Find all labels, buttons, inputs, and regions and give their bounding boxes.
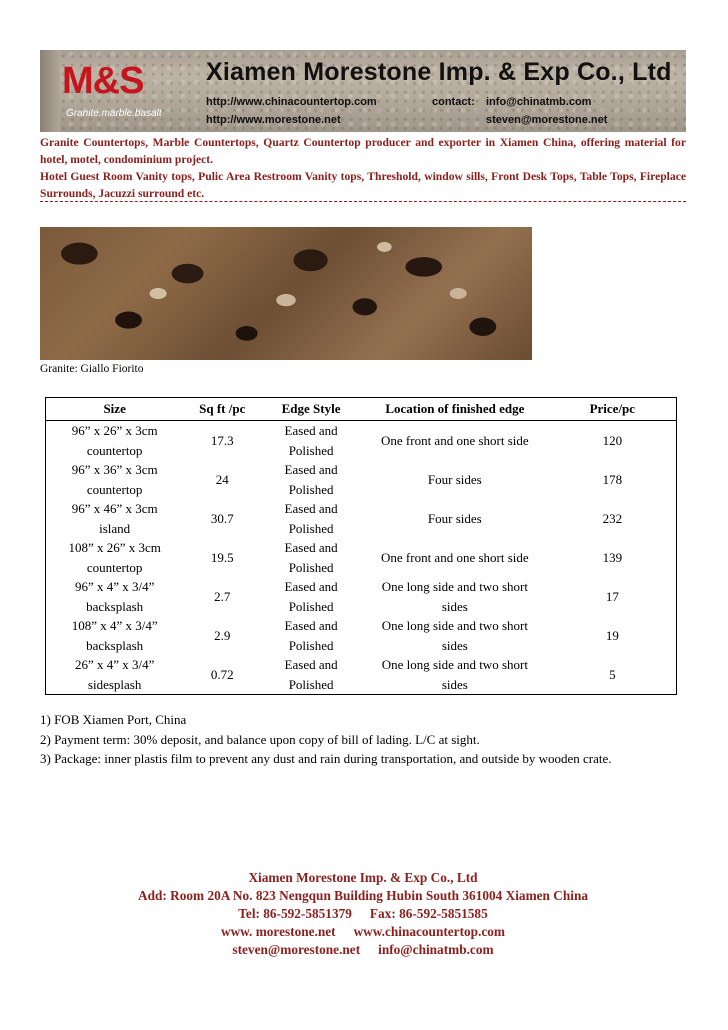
table-row [46,655,677,695]
logo-tagline: Granite.marble.basalt [66,108,162,119]
edge-line-2: Polished [288,442,334,458]
size-line-2: countertop [86,442,143,458]
edge-line-1: Eased and [284,462,338,477]
footer-email-line [40,941,686,959]
footer-fax: Fax: 86-592-5851585 [369,906,488,921]
cell-size [46,655,184,695]
cell-location [361,538,549,577]
cell-sqft: 17.3 [210,432,234,448]
cell-size [46,460,184,499]
header-sqft: Sq ft /pc [183,398,261,421]
header-company-name: Xiamen Morestone Imp. & Exp Co., Ltd [206,58,672,86]
table-row [46,538,677,577]
footer-website-2[interactable]: www.chinacountertop.com [353,924,506,939]
table-header-row [46,398,677,421]
intro-paragraph-2: Hotel Guest Room Vanity tops, Pulic Area Restroom Vanity tops, Threshold, window sills, Front Desk Tops, Table Tops, Fireplace Surrounds, Jacuzzi surround etc. [40,170,686,200]
size-line-1: 96” x 36” x 3cm [71,462,158,477]
cell-sqft: 2.7 [214,588,231,604]
location-line-1: Four sides [427,471,482,487]
price-table [45,397,677,695]
cell-sqft: 0.72 [183,655,261,695]
cell-location [361,499,549,538]
header-contact-email-1[interactable]: info@chinatmb.com [486,96,592,108]
footer-email-1[interactable]: steven@morestone.net [232,942,361,957]
cell-size [46,616,184,655]
header-price: Price/pc [549,398,677,421]
header-banner [40,50,686,132]
size-line-1: 108” x 4” x 3/4” [71,618,158,633]
edge-line-2: Polished [288,676,334,692]
edge-line-2: Polished [288,598,334,614]
footer-address: Add: Room 20A No. 823 Nengqun Building Hubin South 361004 Xiamen China [138,888,588,903]
size-line-2: backsplash [86,598,144,614]
cell-size [46,577,184,616]
cell-price: 139 [602,549,623,565]
table-row [46,616,677,655]
size-line-1: 96” x 26” x 3cm [71,423,158,438]
cell-edge [261,460,361,499]
edge-line-2: Polished [288,481,334,497]
edge-line-1: Eased and [284,618,338,633]
location-line-2: sides [441,637,468,653]
size-line-2: countertop [86,481,143,497]
header-location: Location of finished edge [361,398,549,421]
cell-location [361,421,549,461]
header-edge-style: Edge Style [261,398,361,421]
location-line-1: Four sides [427,510,482,526]
edge-line-1: Eased and [284,579,338,594]
cell-edge [261,577,361,616]
size-line-2: backsplash [86,637,144,653]
cell-price: 232 [602,510,623,526]
edge-line-1: Eased and [284,501,338,516]
header-url-1[interactable]: http://www.chinacountertop.com [206,96,377,108]
cell-size [46,499,184,538]
edge-line-1: Eased and [284,423,338,438]
cell-edge [261,421,361,461]
intro-text [40,134,686,202]
header-contact-label: contact: [432,96,475,108]
cell-location [361,655,549,695]
cell-edge [261,655,361,695]
table-row [46,499,677,538]
cell-sqft: 19.5 [210,549,234,565]
size-line-1: 108” x 26” x 3cm [68,540,161,555]
edge-line-2: Polished [288,520,334,536]
granite-sample-image [40,227,532,360]
cell-sqft: 24 [215,471,229,487]
location-line-1: One front and one short side [381,432,529,448]
terms-section [40,710,686,769]
footer-contact [40,869,686,959]
term-package: 3) Package: inner plastis film to prevent any dust and rain during transportation, and outside by wooden crate. [40,751,612,766]
cell-price: 17 [605,588,619,604]
cell-price: 120 [602,432,623,448]
cell-price: 178 [602,471,623,487]
table-row [46,577,677,616]
footer-website-1[interactable]: www. morestone.net [220,924,336,939]
cell-edge [261,616,361,655]
cell-size [46,421,184,461]
cell-edge [261,499,361,538]
edge-line-1: Eased and [284,657,338,672]
term-payment: 2) Payment term: 30% deposit, and balance upon copy of bill of lading. L/C at sight. [40,731,480,747]
location-line-2: sides [441,598,468,614]
cell-sqft: 30.7 [210,510,234,526]
header-size: Size [46,398,184,421]
intro-paragraph-1: Granite Countertops, Marble Countertops, Quartz Countertop producer and exporter in Xiamen China, offering material for hotel, motel, condominium project. [40,136,686,166]
company-logo [62,56,202,130]
location-line-1: One long side and two short [381,579,528,594]
cell-sqft: 2.9 [214,627,231,643]
edge-line-1: Eased and [284,540,338,555]
table-row [46,421,677,461]
header-url-2[interactable]: http://www.morestone.net [206,114,341,126]
location-line-1: One long side and two short [381,618,528,633]
size-line-1: 26” x 4” x 3/4” [74,657,155,672]
footer-company-name: Xiamen Morestone Imp. & Exp Co., Ltd [248,870,478,885]
cell-size [46,538,184,577]
cell-location [361,616,549,655]
footer-email-2[interactable]: info@chinatmb.com [378,942,494,957]
stone-caption: Granite: Giallo Fiorito [40,363,144,375]
cell-price: 5 [549,655,677,695]
size-line-1: 96” x 46” x 3cm [71,501,158,516]
footer-tel: Tel: 86-592-5851379 [238,906,352,921]
footer-phone-line [40,905,686,923]
logo-text: M&S [62,60,144,102]
location-line-2: sides [441,676,468,692]
edge-line-2: Polished [288,637,334,653]
banner-stone-edge [40,50,60,132]
size-line-1: 96” x 4” x 3/4” [74,579,155,594]
location-line-1: One long side and two short [381,657,528,672]
location-line-1: One front and one short side [381,549,529,565]
cell-location [361,577,549,616]
cell-price: 19 [605,627,619,643]
cell-location [361,460,549,499]
divider-rule [40,201,686,202]
footer-web-line [40,923,686,941]
edge-line-2: Polished [288,559,334,575]
size-line-2: island [99,520,131,536]
header-contact-email-2[interactable]: steven@morestone.net [486,114,608,126]
size-line-2: countertop [86,559,143,575]
term-fob: 1) FOB Xiamen Port, China [40,712,187,727]
table-row [46,460,677,499]
size-line-2: sidesplash [87,676,142,692]
cell-edge [261,538,361,577]
